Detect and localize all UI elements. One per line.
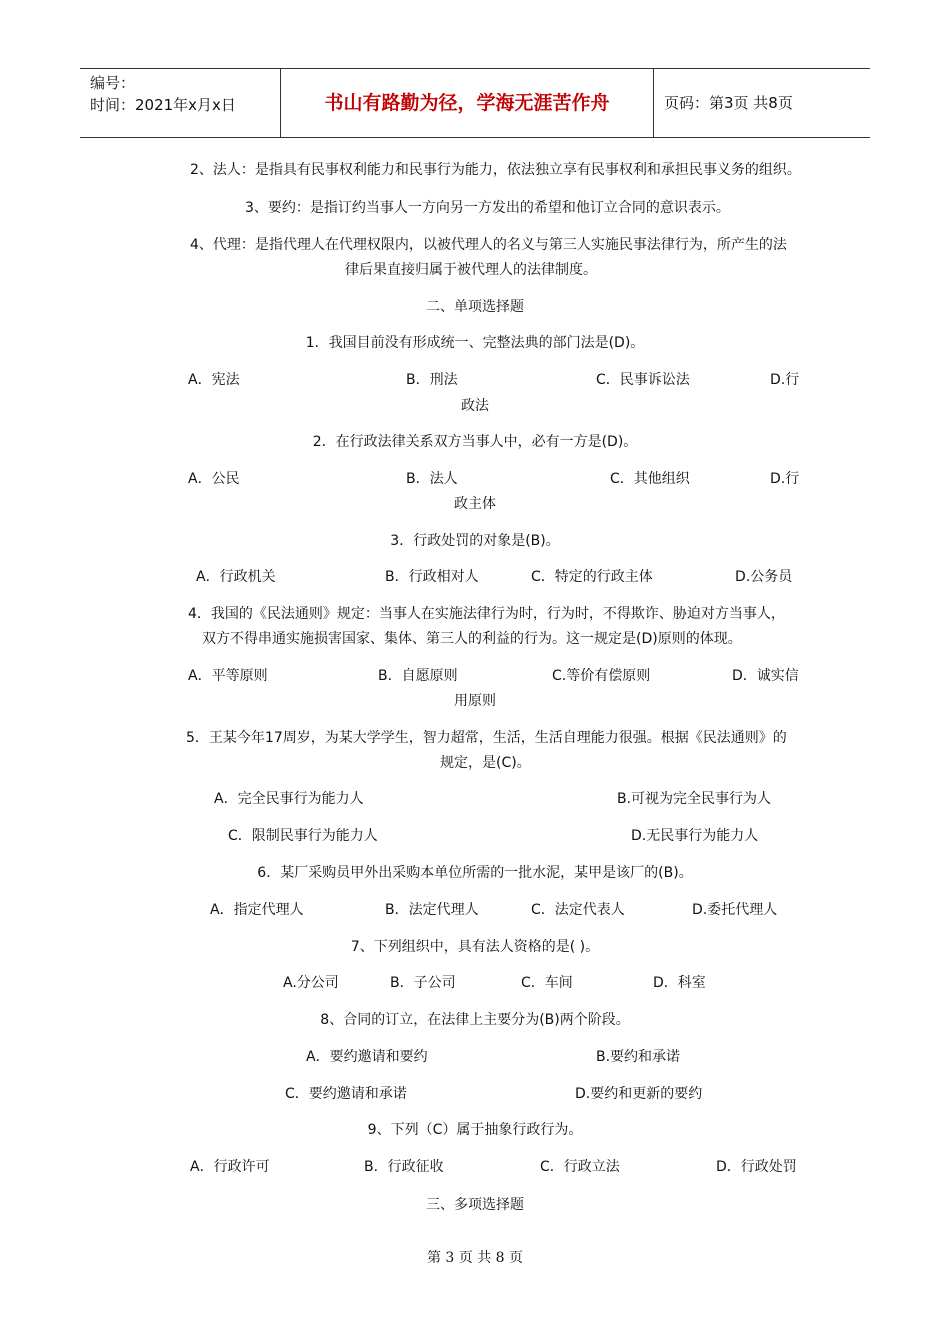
q7-option-b: B．子公司 — [390, 975, 456, 991]
q5-option-a: A．完全民事行为能力人 — [214, 791, 364, 807]
q6-option-d: D.委托代理人 — [692, 902, 778, 918]
section-3-title: 三、多项选择题 — [426, 1197, 524, 1213]
definition-2: 2、法人：是指具有民事权利能力和民事行为能力，依法独立享有民事权利和承担民事义务的组织。 — [190, 162, 801, 178]
q2-option-c: C．其他组织 — [610, 471, 690, 487]
number-label: 编号： — [90, 74, 136, 92]
definition-3: 3、要约：是指订约当事人一方向另一方发出的希望和他订立合同的意识表示。 — [245, 200, 730, 216]
q7-option-c: C．车间 — [521, 975, 573, 991]
q5-option-b: B.可视为完全民事行为人 — [617, 791, 772, 807]
q4-stem-line2: 双方不得串通实施损害国家、集体、第三人的利益的行为。这一规定是(D)原则的体现。 — [202, 631, 742, 647]
page-header — [80, 68, 870, 138]
q4-option-d-cont: 用原则 — [454, 693, 496, 709]
q6-option-c: C．法定代表人 — [531, 902, 625, 918]
section-2-title: 二、单项选择题 — [426, 299, 524, 315]
q1-option-a: A．宪法 — [188, 372, 240, 388]
q4-option-a: A．平等原则 — [188, 668, 268, 684]
q7-option-a: A.分公司 — [283, 975, 339, 991]
q8-option-c: C．要约邀请和承诺 — [285, 1086, 407, 1102]
q8-option-a: A．要约邀请和要约 — [306, 1049, 428, 1065]
q3-option-d: D.公务员 — [735, 569, 793, 585]
q3-option-a: A．行政机关 — [196, 569, 276, 585]
q3-stem: 3．行政处罚的对象是(B)。 — [390, 533, 560, 549]
time-label: 时间：2021年x月x日 — [90, 96, 236, 114]
q5-option-d: D.无民事行为能力人 — [631, 828, 759, 844]
q4-option-d: D．诚实信 — [732, 668, 799, 684]
q1-option-d: D.行 — [770, 372, 800, 388]
q3-option-c: C．特定的行政主体 — [531, 569, 653, 585]
q6-stem: 6．某厂采购员甲外出采购本单位所需的一批水泥，某甲是该厂的(B)。 — [257, 865, 693, 881]
q1-option-c: C．民事诉讼法 — [596, 372, 690, 388]
q6-option-b: B．法定代理人 — [385, 902, 479, 918]
page-info: 页码：第3页 共8页 — [664, 94, 793, 112]
motto: 书山有路勤为径，学海无涯苦作舟 — [281, 69, 654, 137]
q4-option-c: C.等价有偿原则 — [552, 668, 651, 684]
q1-option-b: B．刑法 — [406, 372, 458, 388]
q2-stem: 2．在行政法律关系双方当事人中，必有一方是(D)。 — [312, 434, 638, 450]
q8-stem: 8、合同的订立，在法律上主要分为(B)两个阶段。 — [320, 1012, 630, 1028]
q9-stem: 9、下列（C）属于抽象行政行为。 — [367, 1122, 583, 1138]
definition-4-line1: 4、代理：是指代理人在代理权限内，以被代理人的名义与第三人实施民事法律行为，所产生的法 — [190, 237, 787, 253]
q1-option-d-cont: 政法 — [461, 398, 489, 414]
q5-stem-line1: 5．王某今年17周岁，为某大学学生，智力超常，生活，生活自理能力很强。根据《民法通则》的 — [186, 730, 787, 746]
q1-stem: 1．我国目前没有形成统一、完整法典的部门法是(D)。 — [305, 335, 645, 351]
q9-option-b: B．行政征收 — [364, 1159, 444, 1175]
q7-stem: 7、下列组织中，具有法人资格的是( )。 — [350, 939, 600, 955]
q5-stem-line2: 规定，是(C)。 — [440, 755, 531, 771]
q9-option-a: A．行政许可 — [190, 1159, 270, 1175]
q5-option-c: C．限制民事行为能力人 — [228, 828, 378, 844]
q8-option-d: D.要约和更新的要约 — [575, 1086, 703, 1102]
q4-option-b: B．自愿原则 — [378, 668, 458, 684]
definition-4-line2: 律后果直接归属于被代理人的法律制度。 — [345, 262, 597, 278]
q2-option-a: A．公民 — [188, 471, 240, 487]
q2-option-d: D.行 — [770, 471, 800, 487]
q9-option-d: D．行政处罚 — [716, 1159, 797, 1175]
header-left-cell — [80, 69, 281, 137]
q8-option-b: B.要约和承诺 — [596, 1049, 681, 1065]
q3-option-b: B．行政相对人 — [385, 569, 479, 585]
q2-option-b: B．法人 — [406, 471, 458, 487]
q9-option-c: C．行政立法 — [540, 1159, 620, 1175]
q6-option-a: A．指定代理人 — [210, 902, 304, 918]
q4-stem-line1: 4．我国的《民法通则》规定：当事人在实施法律行为时，行为时，不得欺诈、胁迫对方当事人， — [188, 606, 785, 622]
q2-option-d-cont: 政主体 — [454, 496, 496, 512]
page-footer: 第 3 页 共 8 页 — [426, 1250, 524, 1266]
q7-option-d: D．科室 — [653, 975, 706, 991]
